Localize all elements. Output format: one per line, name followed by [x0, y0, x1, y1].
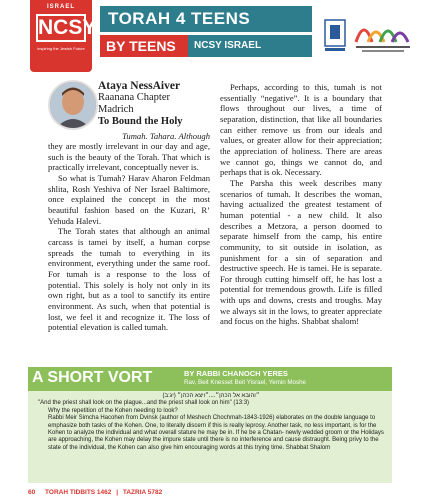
verse-translation: "And the priest shall look on the plague...and the priest shall look on him" (13:3) [38, 400, 250, 407]
author-chapter: Raanana Chapter [98, 92, 171, 103]
opening-line: Tumah. Tahara. Although [122, 131, 210, 141]
page-footer [28, 489, 162, 496]
short-vort-header [28, 367, 392, 391]
section-subtitle-bar [100, 35, 312, 57]
by-teens-label: BY TEENS [106, 38, 176, 54]
section-title-bar [100, 6, 312, 32]
partner-logo-emblem-icon [322, 18, 348, 54]
right-column [220, 82, 382, 327]
short-vort-author: BY RABBI CHANOCH YERES [184, 369, 288, 378]
section-title: TORAH 4 TEENS [108, 9, 251, 28]
page-number: 60 [28, 489, 36, 496]
logo-top-text: ISRAEL [46, 4, 75, 10]
hebrew-verse: ״והובא אל הכהן״....״ויצא הכהן״ (יג:ב) [162, 393, 260, 399]
left-column [48, 141, 210, 333]
author-role: Madrich [98, 104, 134, 115]
right-paragraph-2: The Parsha this week describes many scenarios of tumah. It describes the woman, having actualized the greatest testament of human potential - a new child. It also describes a Metzora, a person doomed to separate himself from the camp, his entire community, to sit outside in isolation, as punishment for a sin of separation and destructive speech. He is tamei. He is separate. For through cutting himself off, he has lost a potential for tremendous growth. Life is filled with ups and downs, crests and troughs. May we always sit in the lows, to greater appreciate and focus on the highs. Shabbat shalom! [220, 177, 382, 327]
ncsy-israel-logo [30, 0, 97, 72]
short-vort-box [28, 367, 392, 483]
left-paragraph-2: So what is Tumah? Harav Aharon Feldman shlita, Rosh Yeshiva of Ner Israel Baltimore, once explained the concept in the most beautiful fashion based on the Kuzari, R’ Yehuda Halevi. [48, 172, 210, 226]
author-name: Ataya NessAiver [98, 80, 181, 92]
page-header [0, 0, 422, 78]
parsha-name: TAZRIA 5782 [122, 489, 163, 496]
vort-explanation: Rabbi Meir Simcha Hacohen from Dvinsk (author of Meshech Chochmah-1843-1926) elaborates on the double language to emphasize both tasks of the Kohen. One, to literally discern if this is really leprosy. Another task, no less important, is for the Kohen to analyze the individual and what overall stature he may be in. If he be a Chatan- newly wedded groom or the Holidays are approaching, the Kohen may delay the impure state until there is no interference and cause distraught. Being privy to the state of the individual, the Kohen can also give him encouraging words at this trying time. Shabbat Shalom [48, 415, 384, 451]
right-paragraph-1: Perhaps, according to this, tumah is not essentially “negative”. It is a boundary that flows throughout our lives, a time of separation, distinction, that like all boundaries can either remove us from our ideals and values, or greater allow for their appreciation; the appreciation of holiness. There are areas we cannot go, things we cannot do, and perhaps that is ok. Necessary. [220, 82, 382, 178]
partner-logo-colorful-icon [352, 16, 414, 56]
by-teens-label-box [100, 35, 188, 57]
short-vort-title: A SHORT VORT [32, 369, 153, 386]
partner-logos [320, 14, 416, 60]
author-avatar [48, 80, 98, 130]
left-paragraph-3: The Torah states that although an animal carcass is tamei by itself, a human corpse spreads the tumah to everything in its environment, everything under the same roof. For tumah is a response to the loss of potential. This solely is holy not only in its own right, but as a tool to sanctify its entire environment. As such, when that potential is lost, we feel it and recognize it. The loss of potential elevation is called tumah. [48, 226, 210, 333]
vort-question: Why the repetition of the Kohen needing to look? [48, 407, 178, 414]
logo-tagline: inspiring the Jewish Future [37, 46, 85, 51]
org-label: NCSY ISRAEL [194, 40, 262, 51]
logo-main-text: NCSY [36, 14, 86, 42]
author-portrait-icon [50, 82, 96, 128]
left-paragraph-1: they are mostly irrelevant in our day and age, such is the beauty of the Torah. That which is practically irrelevant, conceptually never is. [48, 141, 210, 173]
short-vort-author-position: Rav, Beit Knesset Beit Yisrael, Yemin Moshe [184, 379, 306, 386]
publication-name: TORAH TIDBITS 1462 [45, 489, 112, 496]
org-label-box [188, 35, 312, 57]
author-info [98, 80, 208, 128]
footer-separator: | [116, 489, 119, 496]
short-vort-body [38, 393, 384, 452]
article-title: To Bound the Holy [98, 116, 183, 127]
